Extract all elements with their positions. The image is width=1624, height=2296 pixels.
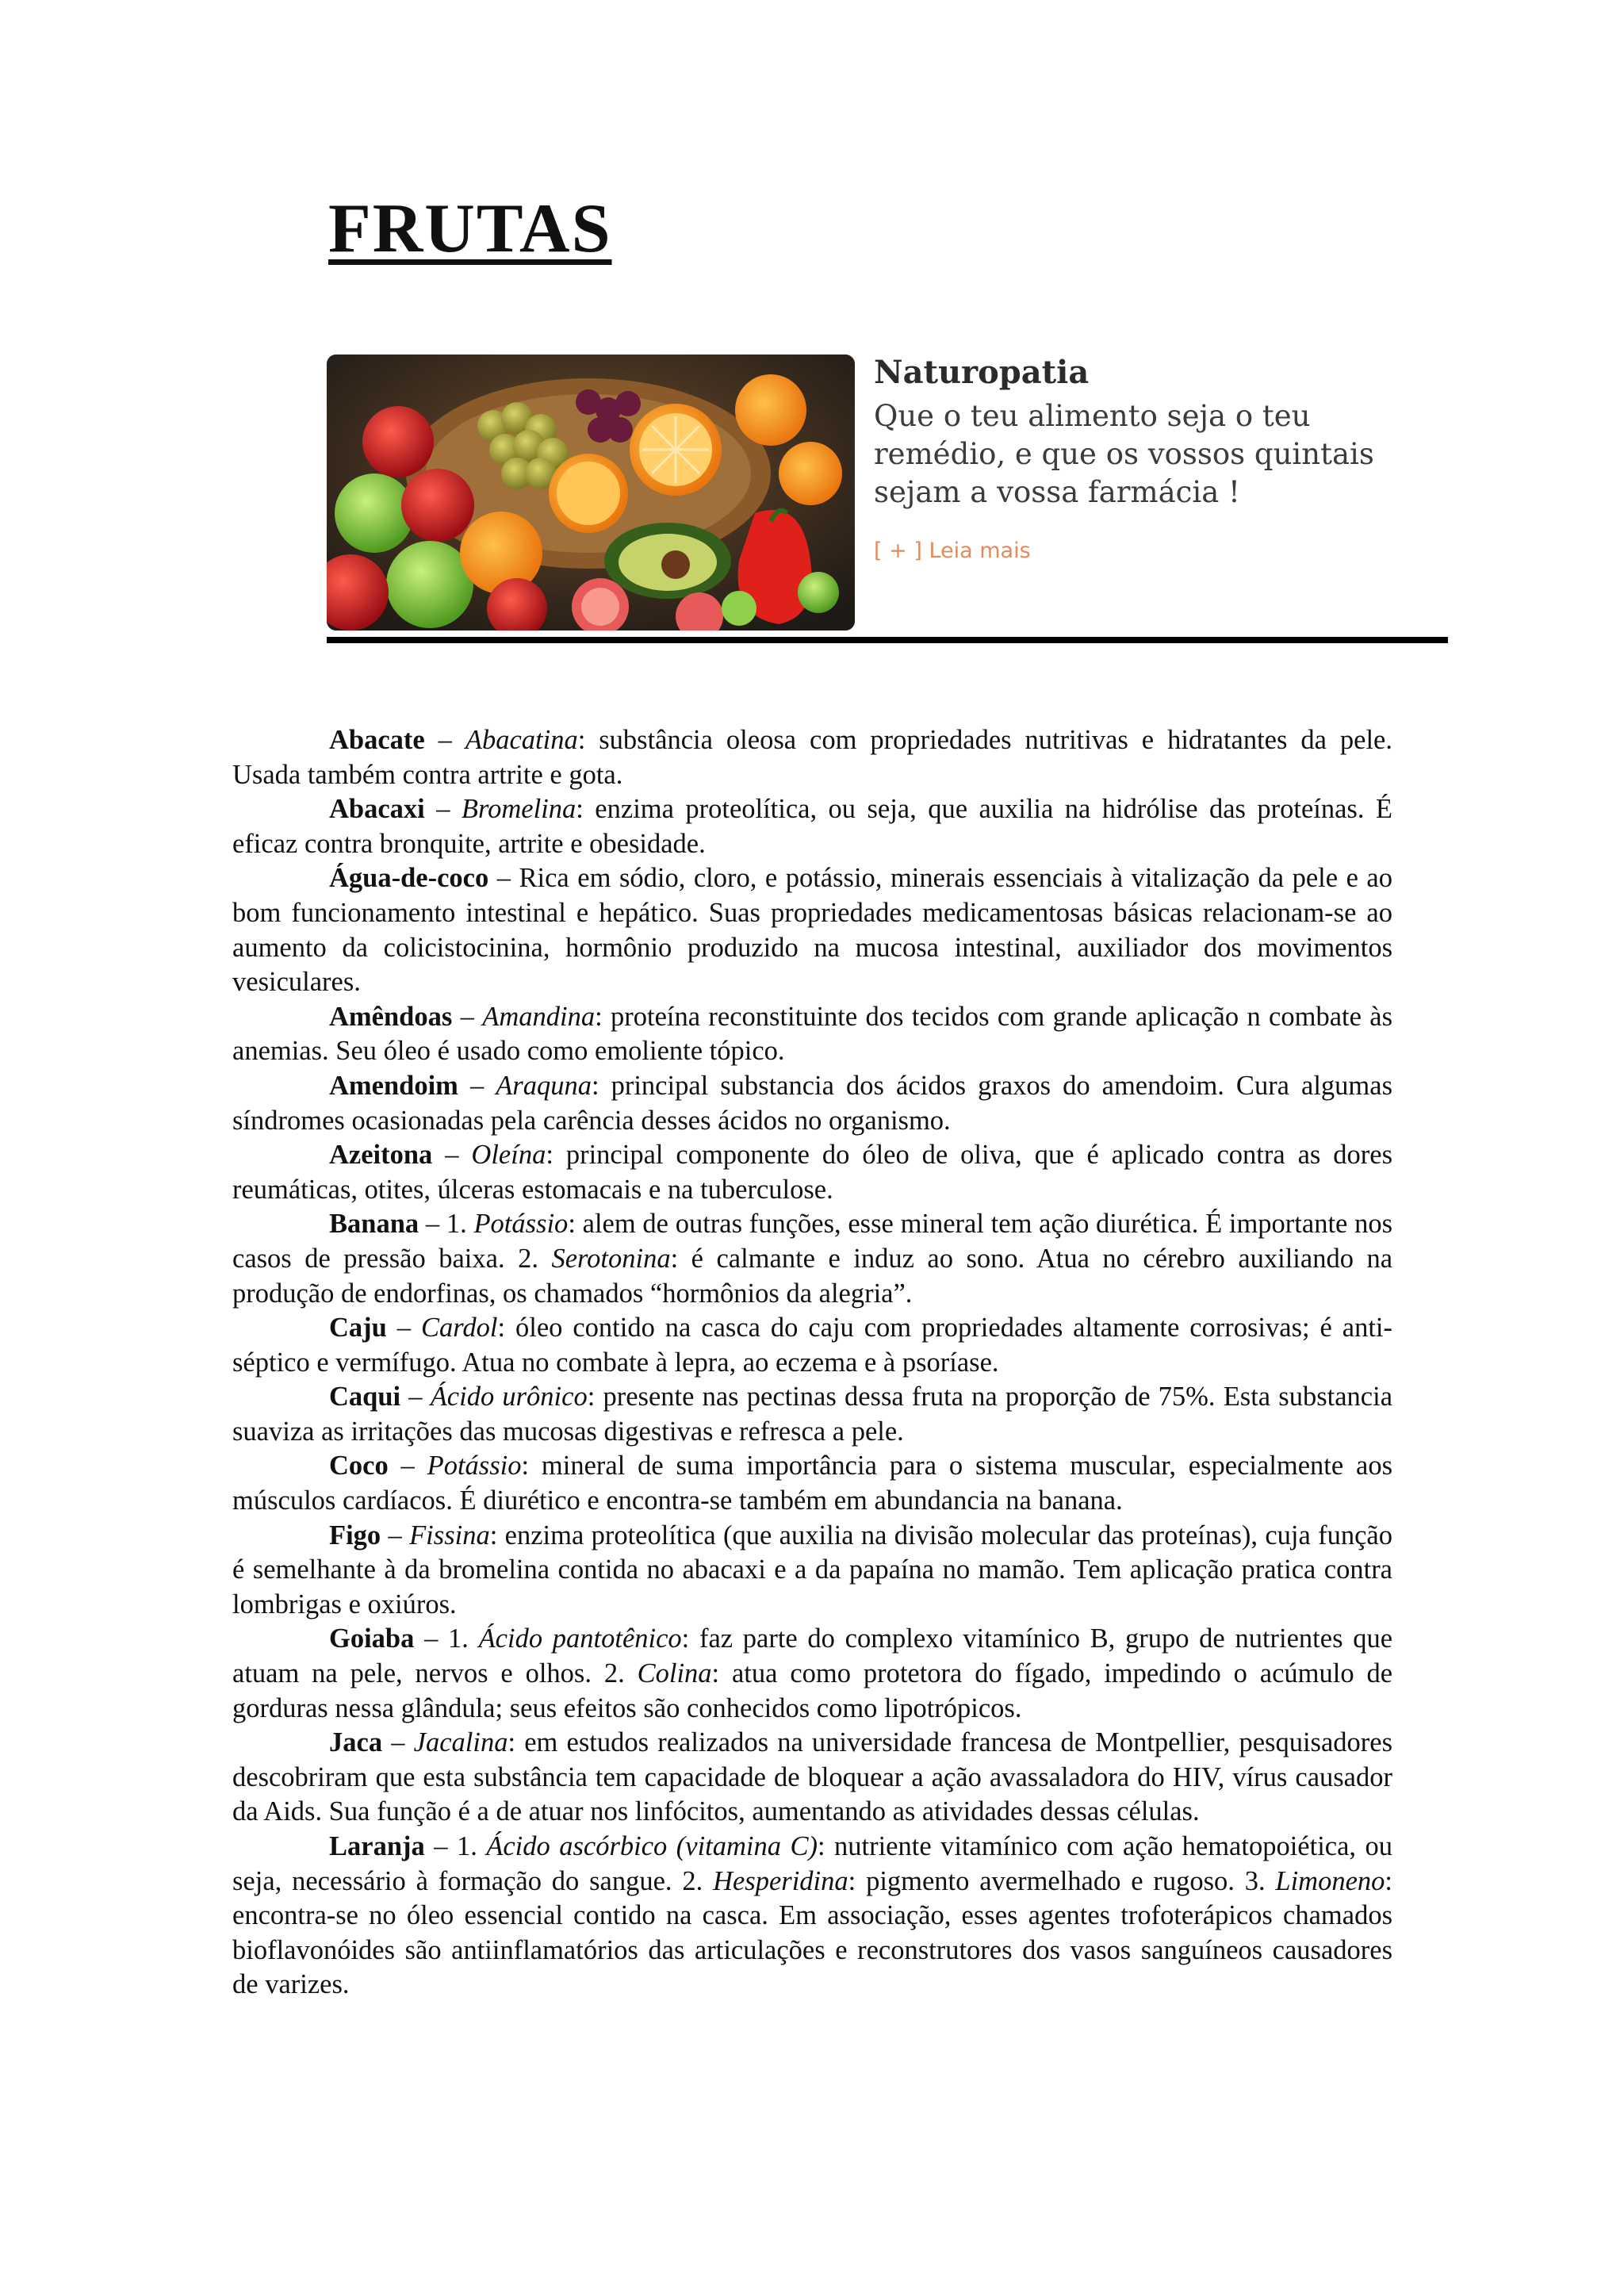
entry-text: : enzima proteolítica (que auxilia na divisão molecular das proteínas), cuja função é semelhante à da bromelina contida no abacaxi e a da papaína no mamão. Tem aplicação pratica contra lombrigas e oxiúros. — [232, 1520, 1392, 1619]
entry-text: – — [432, 1140, 472, 1171]
substance-name: Fissina — [409, 1520, 490, 1550]
fruit-name: Coco — [329, 1451, 389, 1481]
fruit-name: Amêndoas — [329, 1001, 453, 1032]
fruit-entry — [232, 1000, 1392, 1069]
entry-text: : faz parte do complexo vitamínico B, grupo de nutrientes que atuam na pele, nervos e olhos. 2. — [232, 1623, 1393, 1689]
entry-text: : principal componente do óleo de oliva, que é aplicado contra as dores reumáticas, otites, úlceras estomacais e na tuberculose. — [232, 1140, 1392, 1205]
fruit-entry — [232, 1726, 1392, 1830]
fruit-name: Jaca — [329, 1727, 383, 1758]
entry-text: – — [424, 725, 465, 755]
entry-text: – — [381, 1520, 410, 1550]
entry-text: – — [400, 1382, 431, 1412]
entry-text: – — [386, 1313, 421, 1343]
entry-text: – — [382, 1727, 414, 1758]
fruit-entry — [232, 723, 1392, 792]
banner-heading: Naturopatia — [874, 354, 1090, 391]
fruit-name: Abacaxi — [329, 794, 425, 825]
entry-text: – Rica em sódio, cloro, e potássio, minerais essenciais à vitalização da pele e ao bom funcionamento intestinal e hepático. Suas propriedades medicamentosas básicas relacionam-se ao aumento da colicistocinina, hormônio produzido na mucosa intestinal, auxiliador dos movimentos vesiculares. — [232, 863, 1392, 998]
entry-text: : presente nas pectinas dessa fruta na proporção de 75%. Esta substancia suaviza as irritações das mucosas digestivas e refresca a pele. — [232, 1382, 1393, 1447]
substance-name: Hesperidina — [713, 1865, 848, 1896]
substance-name: Ácido pantotênico — [478, 1623, 682, 1654]
fruit-entry — [232, 1311, 1392, 1380]
substance-name: Abacatina — [465, 725, 578, 755]
fruit-entry — [232, 1138, 1392, 1207]
naturopatia-banner — [327, 355, 1448, 643]
entry-text: : pigmento avermelhado e rugoso. 3. — [848, 1865, 1276, 1896]
substance-name: Ácido ascórbico (vitamina C) — [486, 1831, 818, 1861]
entry-text: : é calmante e induz ao sono. Atua no cérebro auxiliando na produção de endorfinas, os chamados “hormônios da alegria”. — [232, 1243, 1393, 1309]
banner-quote: Que o teu alimento seja o teu remédio, e que os vossos quintais sejam a vossa farmácia ! — [874, 399, 1374, 510]
substance-name: Potássio — [473, 1209, 569, 1240]
read-more-link[interactable]: [ + ] Leia mais — [874, 539, 1031, 564]
fruit-name: Figo — [329, 1520, 381, 1550]
entry-text: – — [458, 1070, 496, 1101]
entry-text: : proteína reconstituinte dos tecidos com grande aplicação n combate às anemias. Seu óleo é usado como emoliente tópico. — [232, 1001, 1393, 1067]
fruit-entry — [232, 792, 1392, 861]
fruit-entry — [232, 1207, 1392, 1311]
fruit-name: Azeitona — [329, 1140, 433, 1171]
entry-text: : atua como protetora do fígado, impedindo o acúmulo de gorduras nessa glândula; seus efeitos são conhecidos como lipotrópicos. — [232, 1658, 1393, 1723]
entry-text: : encontra-se no óleo essencial contido na casca. Em associação, esses agentes trofoterápicos chamados bioflavonóides são antiinflamatórios das articulações e reconstrutores dos vasos sanguíneos causadores de varizes. — [232, 1865, 1392, 2000]
entry-text: : alem de outras funções, esse mineral tem ação diurética. É importante nos casos de pressão baixa. 2. — [232, 1209, 1392, 1274]
substance-name: Limoneno — [1275, 1865, 1385, 1896]
substance-name: Jacalina — [413, 1727, 508, 1758]
fruit-list — [232, 723, 1392, 2003]
substance-name: Potássio — [427, 1451, 522, 1481]
fruit-entry — [232, 1519, 1392, 1623]
substance-name: Cardol — [420, 1313, 498, 1343]
fruit-entry — [232, 861, 1392, 999]
entry-text: : em estudos realizados na universidade francesa de Montpellier, pesquisadores descobriram que esta substância tem capacidade de bloquear a ação avassaladora do HIV, vírus causador da Aids. Sua função é a de atuar nos linfócitos, aumentando as atividades dessas células. — [232, 1727, 1393, 1827]
fruit-name: Abacate — [329, 725, 425, 755]
entry-text: : substância oleosa com propriedades nutritivas e hidratantes da pele. Usada também contra artrite e gota. — [232, 725, 1392, 790]
entry-text: – 1. — [414, 1623, 479, 1654]
entry-text: – — [388, 1451, 427, 1481]
fruit-entry — [232, 1830, 1392, 2003]
entry-text: : principal substancia dos ácidos graxos do amendoim. Cura algumas síndromes ocasionadas pela carência desses ácidos no organismo. — [232, 1070, 1392, 1136]
substance-name: Oleína — [471, 1140, 546, 1171]
fruit-basket-image — [327, 355, 855, 631]
entry-text: – 1. — [419, 1209, 474, 1240]
page-title: FRUTAS — [328, 190, 612, 267]
substance-name: Colina — [637, 1658, 712, 1689]
fruit-name: Amendoim — [329, 1070, 458, 1101]
entry-text: : mineral de suma importância para o sistema muscular, especialmente aos músculos cardíacos. É diurético e encontra-se também em abundancia na banana. — [232, 1451, 1393, 1516]
substance-name: Serotonina — [551, 1243, 671, 1274]
banner-text — [874, 355, 1445, 563]
substance-name: Araquna — [496, 1070, 592, 1101]
fruit-name: Laranja — [329, 1831, 425, 1861]
entry-text: : nutriente vitamínico com ação hematopoiética, ou seja, necessário à formação do sangue. 2. — [232, 1831, 1392, 1896]
fruit-name: Caqui — [329, 1382, 401, 1412]
fruit-name: Água-de-coco — [329, 863, 489, 894]
substance-name: Amandina — [482, 1001, 596, 1032]
entry-text: – 1. — [424, 1831, 487, 1861]
entry-text: – — [452, 1001, 483, 1032]
fruit-entry — [232, 1449, 1392, 1518]
banner-divider — [327, 637, 1448, 643]
fruit-entry — [232, 1380, 1392, 1449]
substance-name: Bromelina — [461, 794, 576, 825]
fruit-entry — [232, 1069, 1392, 1138]
fruit-entry — [232, 1622, 1392, 1726]
entry-text: : enzima proteolítica, ou seja, que auxilia na hidrólise das proteínas. É eficaz contra bronquite, artrite e obesidade. — [232, 794, 1393, 859]
substance-name: Ácido urônico — [430, 1382, 588, 1412]
fruit-name: Goiaba — [329, 1623, 415, 1654]
fruit-name: Caju — [329, 1313, 387, 1343]
fruit-name: Banana — [329, 1209, 419, 1240]
entry-text: : óleo contido na casca do caju com propriedades altamente corrosivas; é anti-séptico e vermífugo. Atua no combate à lepra, ao eczema e à psoríase. — [232, 1313, 1393, 1378]
entry-text: – — [424, 794, 462, 825]
